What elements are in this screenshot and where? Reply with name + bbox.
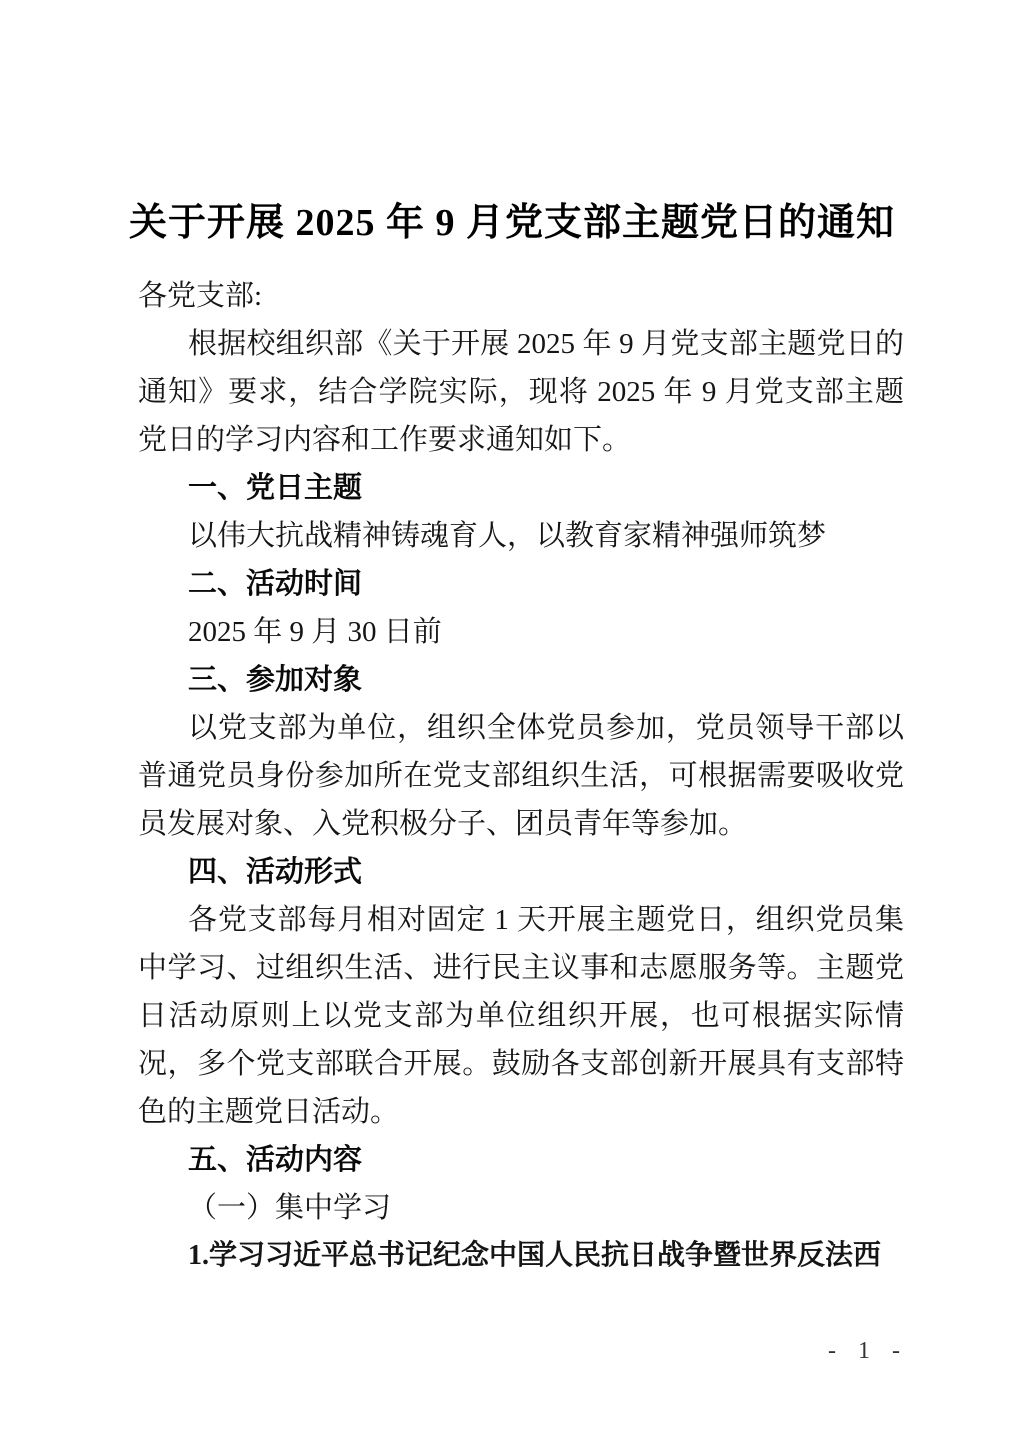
section-heading-5: 五、活动内容 bbox=[188, 1144, 363, 1176]
section-heading-2: 二、活动时间 bbox=[188, 568, 363, 600]
section-body-3: 以党支部为单位，组织全体党员参加，党员领导干部以普通党员身份参加所在党支部组织生活，可根据需要吸收党员发展对象、入党积极分子、团员青年等参加。 bbox=[138, 712, 904, 840]
document-title: 关于开展 2025 年 9 月党支部主题党日的通知 bbox=[128, 202, 895, 245]
page-number: - 1 - bbox=[828, 1338, 908, 1364]
section-body-2: 2025 年 9 月 30 日前 bbox=[188, 616, 442, 648]
document-body bbox=[138, 272, 904, 1280]
section-heading-4: 四、活动形式 bbox=[188, 856, 363, 888]
paragraph-intro: 根据校组织部《关于开展 2025 年 9 月党支部主题党日的通知》要求，结合学院实际，现将 2025 年 9 月党支部主题党日的学习内容和工作要求通知如下。 bbox=[138, 328, 904, 456]
subsection-heading-5-1: （一）集中学习 bbox=[188, 1192, 392, 1224]
section-body-1: 以伟大抗战精神铸魂育人，以教育家精神强师筑梦 bbox=[188, 520, 827, 552]
list-item-1: 1.学习习近平总书记纪念中国人民抗日战争暨世界反法西 bbox=[188, 1240, 882, 1271]
section-body-4: 各党支部每月相对固定 1 天开展主题党日，组织党员集中学习、过组织生活、进行民主议事和志愿服务等。主题党日活动原则上以党支部为单位组织开展，也可根据实际情况，多个党支部联合开展。鼓励各支部创新开展具有支部特色的主题党日活动。 bbox=[138, 904, 904, 1128]
salutation: 各党支部: bbox=[138, 280, 263, 312]
section-heading-1: 一、党日主题 bbox=[188, 472, 363, 504]
section-heading-3: 三、参加对象 bbox=[188, 664, 363, 696]
